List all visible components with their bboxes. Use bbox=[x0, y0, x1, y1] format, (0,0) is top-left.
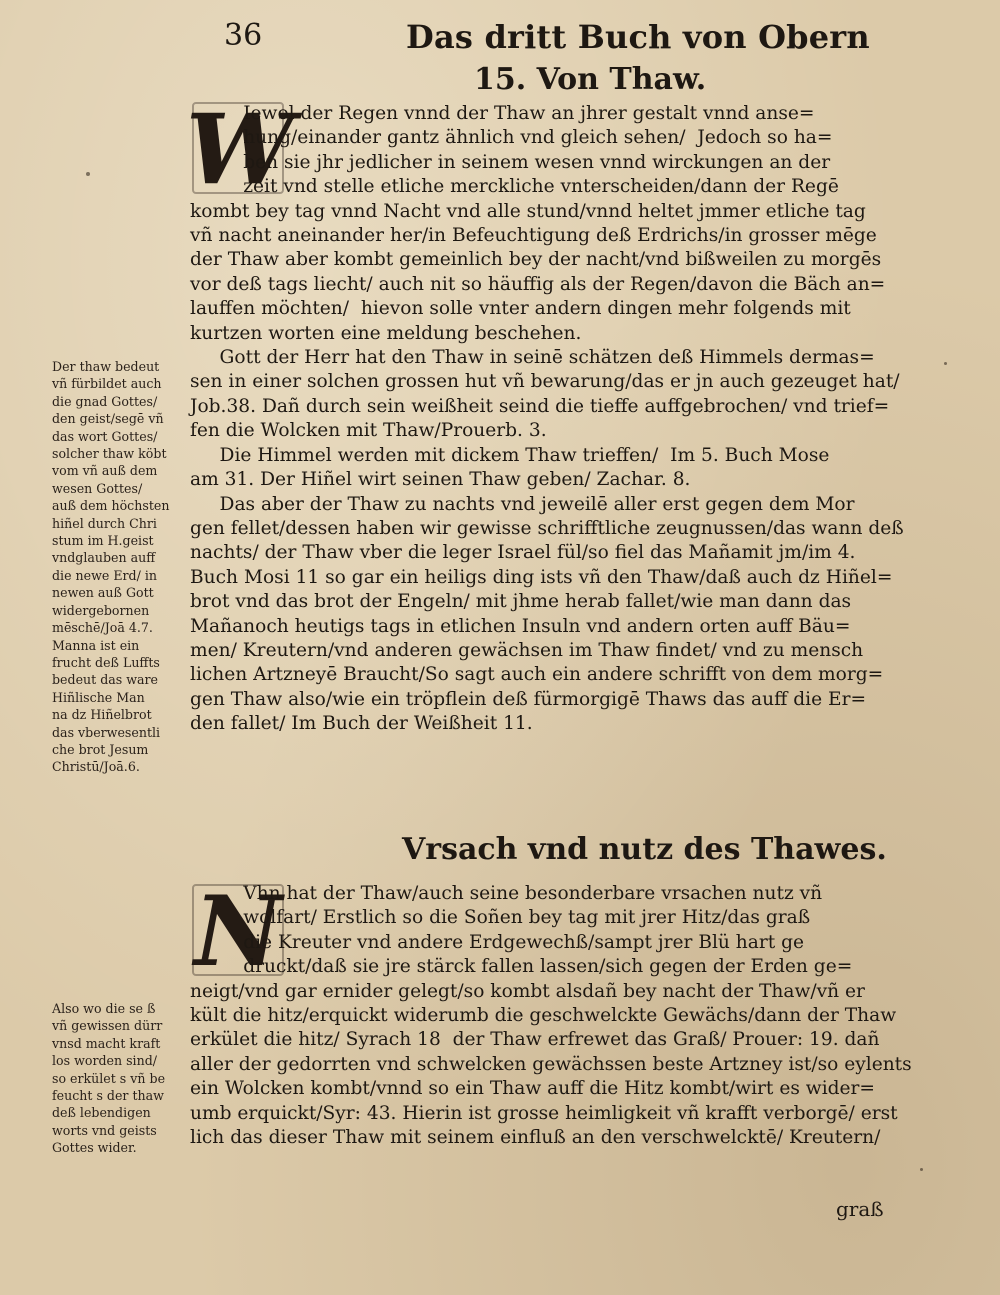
text-line: Vhn hat der Thaw/auch seine besonderbare vrsachen nutz vñ bbox=[190, 883, 823, 904]
text-line: der Thaw aber kombt gemeinlich bey der nacht/vnd bißweilen zu morgēs bbox=[190, 249, 882, 271]
margin-note-line: Der thaw bedeut bbox=[52, 359, 160, 374]
margin-note-line: Christū/Joā.6. bbox=[52, 759, 140, 775]
margin-note-line: vom vñ auß dem bbox=[52, 463, 158, 479]
margin-note-line: che brot Jesum bbox=[52, 741, 149, 757]
text-line: zeit vnd stelle etliche merckliche vnterscheiden/dann der Regē bbox=[190, 176, 839, 198]
section-title: Vrsach vnd nutz des Thawes. bbox=[402, 832, 887, 867]
margin-note-line: solcher thaw köbt bbox=[52, 446, 167, 462]
margin-note-line: auß dem höchsten bbox=[52, 498, 170, 514]
text-line: aller der gedorrten vnd schwelcken gewächssen beste Artzney ist/so eylents bbox=[190, 1053, 912, 1075]
margin-note-line: den geist/segē vñ bbox=[52, 411, 164, 427]
text-line: Gott der Herr hat den Thaw in seinē schätzen deß Himmels dermas= bbox=[190, 347, 875, 369]
text-line: erkület die hitz/ Syrach 18 der Thaw erfrewet das Graß/ Prouer: 19. dañ bbox=[190, 1029, 880, 1051]
margin-note-line: Gottes wider. bbox=[52, 1140, 137, 1156]
initial-letter: N bbox=[194, 875, 282, 988]
margin-note-dew bbox=[52, 1000, 184, 1157]
running-head: Das dritt Buch von Obern bbox=[406, 18, 870, 56]
paper-speck bbox=[920, 1168, 923, 1171]
margin-note-line: die gnad Gottes/ bbox=[52, 393, 158, 409]
text-line: Das aber der Thaw zu nachts vnd jeweilē aller erst gegen dem Mor bbox=[190, 493, 855, 515]
margin-note-line: los worden sind/ bbox=[52, 1053, 157, 1069]
text-line: neigt/vnd gar ernider gelegt/so kombt alsdañ bey nacht der Thaw/vñ er bbox=[190, 980, 865, 1002]
text-line: vor deß tags liecht/ auch nit so häuffig als der Regen/davon die Bäch an= bbox=[190, 273, 886, 295]
text-line: lauffen möchten/ hievon solle vnter andern dingen mehr folgends mit bbox=[190, 298, 851, 320]
margin-note-line: so erkület s vñ be bbox=[52, 1070, 166, 1086]
text-line: wolfart/ Erstlich so die Soñen bey tag mit jrer Hitz/das graß bbox=[190, 907, 811, 929]
chapter-title: 15. Von Thaw. bbox=[474, 62, 707, 97]
margin-note-line: vñ gewissen dürr bbox=[52, 1018, 163, 1034]
text-line: die Kreuter vnd andere Erdgewechß/sampt jrer Blü hart ge bbox=[190, 931, 805, 953]
text-line: kurtzen worten eine meldung beschehen. bbox=[190, 322, 582, 344]
paper-speck bbox=[86, 172, 90, 176]
text-line: gen fellet/dessen haben wir gewisse schrifftliche zeugnussen/das wann deß bbox=[190, 517, 904, 539]
margin-note-line: bedeut das ware bbox=[52, 672, 159, 688]
text-line: Die Himmel werden mit dickem Thaw trieffen/ Im 5. Buch Mose bbox=[190, 444, 830, 466]
margin-note-line: das wort Gottes/ bbox=[52, 428, 158, 444]
text-line: Mañanoch heutigs tags in etlichen Insuln vnd andern orten auff Bäu= bbox=[190, 615, 851, 637]
margin-note-line: vñ fürbildet auch bbox=[52, 376, 162, 392]
text-line: lich das dieser Thaw mit seinem einfluß an den verschwelcktē/ Kreutern/ bbox=[190, 1127, 881, 1149]
margin-note-line: wesen Gottes/ bbox=[52, 480, 143, 496]
text-line: kombt bey tag vnnd Nacht vnd alle stund/vnnd heltet jmmer etliche tag bbox=[190, 200, 866, 222]
margin-note-line: stum im H.geist bbox=[52, 533, 154, 549]
text-line: Buch Mosi 11 so gar ein heiligs ding ists vñ den Thaw/daß auch dz Hiñel= bbox=[190, 566, 893, 588]
folio-number: 36 bbox=[224, 18, 263, 53]
margin-note-line: hiñel durch Chri bbox=[52, 515, 157, 531]
text-line: sen in einer solchen grossen hut vñ bewarung/das er jn auch gezeuget hat/ bbox=[190, 371, 900, 393]
margin-note-line: das vberwesentli bbox=[52, 724, 161, 740]
text-line: Job.38. Dañ durch sein weißheit seind die tieffe auffgebrochen/ vnd trief= bbox=[190, 395, 890, 417]
text-line: ein Wolcken kombt/vnnd so ein Thaw auff die Hitz kombt/wirt es wider= bbox=[190, 1078, 876, 1100]
margin-note-line: vndglauben auff bbox=[52, 550, 156, 566]
margin-note-line: die newe Erd/ in bbox=[52, 567, 158, 583]
catchword: graß bbox=[836, 1197, 884, 1221]
text-line: kült die hitz/erquickt widerumb die geschwelckte Gewächs/dann der Thaw bbox=[190, 1005, 897, 1027]
margin-note-line: Hiñlische Man bbox=[52, 689, 145, 705]
text-line: den fallet/ Im Buch der Weißheit 11. bbox=[190, 713, 533, 735]
text-line: ben sie jhr jedlicher in seinem wesen vnnd wirckungen an der bbox=[190, 151, 831, 173]
text-line: brot vnd das brot der Engeln/ mit jhme herab fallet/wie man dann das bbox=[190, 591, 852, 613]
text-line: vñ nacht aneinander her/in Befeuchtigung deß Erdrichs/in grosser mēge bbox=[190, 225, 877, 247]
initial-letter: W bbox=[186, 93, 294, 206]
margin-note-line: na dz Hiñelbrot bbox=[52, 707, 152, 723]
text-line: Iewol der Regen vnnd der Thaw an jhrer gestalt vnnd anse= bbox=[190, 103, 815, 124]
text-line: lichen Artzneyē Braucht/So sagt auch ein andere schrifft von dem morg= bbox=[190, 664, 884, 686]
text-line: fen die Wolcken mit Thaw/Prouerb. 3. bbox=[190, 420, 547, 442]
paper-speck bbox=[944, 362, 947, 365]
margin-note-line: newen auß Gott bbox=[52, 585, 154, 601]
margin-note-line: feucht s der thaw bbox=[52, 1088, 164, 1104]
section-body bbox=[190, 882, 955, 1150]
margin-note-line: deß lebendigen bbox=[52, 1105, 151, 1121]
text-line: druckt/daß sie jre stärck fallen lassen/sich gegen der Erden ge= bbox=[190, 956, 853, 978]
margin-note-thaw bbox=[52, 358, 184, 776]
text-line: am 31. Der Hiñel wirt seinen Thaw geben/ Zachar. 8. bbox=[190, 469, 691, 491]
text-line: hung/einander gantz ähnlich vnd gleich sehen/ Jedoch so ha= bbox=[190, 127, 833, 149]
text-line: umb erquickt/Syr: 43. Hierin ist grosse heimligkeit vñ krafft verborgē/ erst bbox=[190, 1102, 898, 1124]
margin-note-line: mēschē/Joā 4.7. bbox=[52, 620, 153, 636]
text-line: nachts/ der Thaw vber die leger Israel fül/so fiel das Mañamit jm/im 4. bbox=[190, 542, 856, 564]
margin-note-line: Also wo die se ß bbox=[52, 1001, 156, 1016]
chapter-body bbox=[190, 102, 955, 737]
margin-note-line: frucht deß Luffts bbox=[52, 654, 160, 670]
margin-note-line: widergebornen bbox=[52, 602, 150, 618]
margin-note-line: Manna ist ein bbox=[52, 637, 140, 653]
margin-note-line: vnsd macht kraft bbox=[52, 1035, 161, 1051]
text-line: men/ Kreutern/vnd anderen gewächsen im Thaw findet/ vnd zu mensch bbox=[190, 639, 864, 661]
text-line: gen Thaw also/wie ein tröpflein deß fürmorgigē Thaws das auff die Er= bbox=[190, 688, 867, 710]
margin-note-line: worts vnd geists bbox=[52, 1122, 157, 1138]
